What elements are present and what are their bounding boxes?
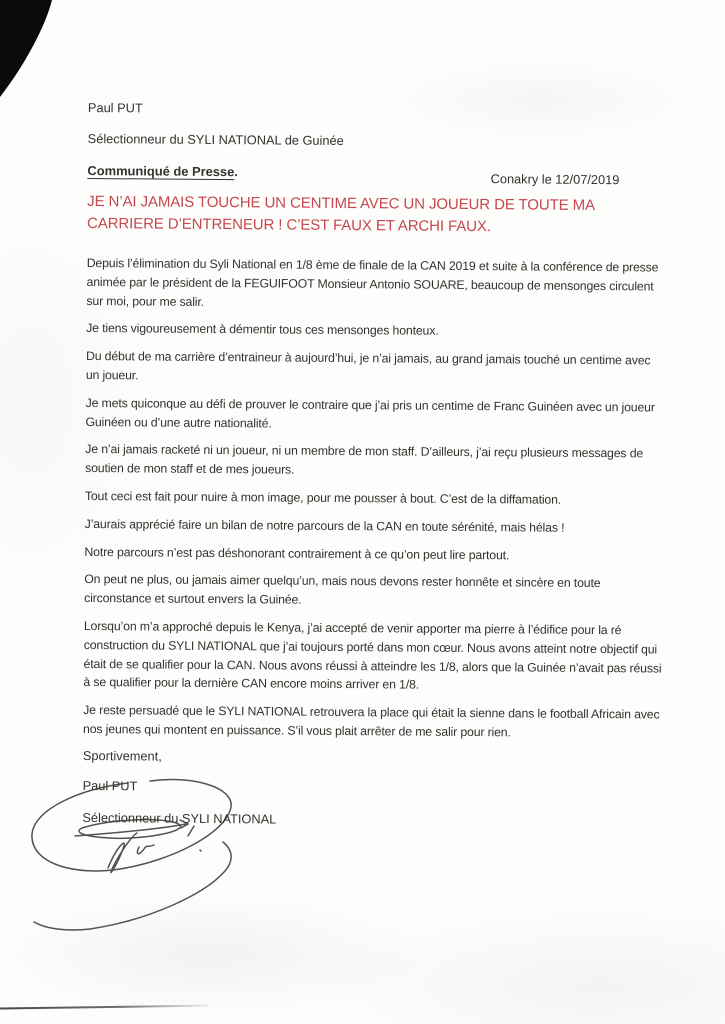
signature-title: Sélectionneur du SYLI NATIONAL bbox=[82, 809, 277, 827]
signature-name: Paul PUT bbox=[82, 777, 138, 794]
paragraph: Notre parcours n’est pas déshonorant contrairement à ce qu’on peut lire partout. bbox=[84, 544, 510, 562]
paragraph: Je reste persuadé que le SYLI NATIONAL retrouvera la place qui était la sienne dans le football Africain avec nos jeunes qui montent en puissance. S’il vous plait arrêter de me salir pour rien. bbox=[83, 703, 660, 740]
paragraph: Du début de ma carrière d’entraineur à aujourd’hui, je n’ai jamais, au grand jamais touché un centime avec un joueur. bbox=[85, 349, 651, 383]
sender-name: Paul PUT bbox=[87, 100, 143, 116]
scan-line-artifact bbox=[0, 1004, 215, 1009]
paragraph: Tout ceci est fait pour nuire à mon image, pour me pousser à bout. C’est de la diffamation. bbox=[84, 488, 562, 507]
doc-label: Communiqué de Presse. bbox=[87, 162, 238, 180]
headline: JE N’AI JAMAIS TOUCHE UN CENTIME AVEC UN JOUEUR DE TOUTE MA CARRIERE D’ENTRENEUR ! C’EST FAUX ET ARCHI FAUX. bbox=[86, 192, 595, 235]
scan-corner-artifact bbox=[0, 0, 60, 105]
paragraph: Je n’ai jamais racketé ni un joueur, ni un membre de mon staff. D’ailleurs, j’ai reçu plusieurs messages de soutien de mon staff et de mes joueurs. bbox=[85, 442, 644, 477]
paragraph: Je mets quiconque au défi de prouver le contraire que j’ai pris un centime de Franc Guinéen avec un joueur Guinéen ou d’une autre nationalité. bbox=[85, 395, 655, 431]
paragraph: Depuis l’élimination du Syli National en 1/8 ème de finale de la CAN 2019 et suite à la conférence de presse animée par le président de la FEGUIFOOT Monsieur Antonio SOUARE, beaucoup de mensonges circulent sur moi, pour me salir. bbox=[86, 255, 659, 309]
dateline: Conakry le 12/07/2019 bbox=[490, 171, 620, 188]
paragraph: Je tiens vigoureusement à démentir tous ces mensonges honteux. bbox=[86, 321, 439, 339]
letter-content bbox=[82, 101, 688, 829]
doc-label-period: . bbox=[234, 164, 238, 180]
sender-title: Sélectionneur du SYLI NATIONAL de Guinée bbox=[87, 130, 344, 149]
doc-label-row bbox=[87, 162, 647, 188]
closing-salutation: Sportivement, bbox=[82, 747, 162, 764]
paragraph: J’aurais apprécié faire un bilan de notre parcours de la CAN en toute sérénité, mais hélas ! bbox=[84, 516, 565, 535]
paragraph: On peut ne plus, ou jamais aimer quelqu’un, mais nous devons rester honnête et sincère en toute circonstance et surtout envers la Guinée. bbox=[84, 572, 601, 607]
paragraph: Lorsqu’on m’a approché depuis le Kenya, j’ai accepté de venir apporter ma pierre à l’édifice pour la ré construction du SYLI NATIONAL que j’ai toujours porté dans mon cœur. Nous avons atteint notre objectif qui était de se qualifier pour la CAN. Nous avons réussi à atteindre les 1/8, alors que la Guinée n’avait pas réussi à se qualifier pour la dernière CAN encore moins arriver en 1/8. bbox=[83, 618, 662, 692]
